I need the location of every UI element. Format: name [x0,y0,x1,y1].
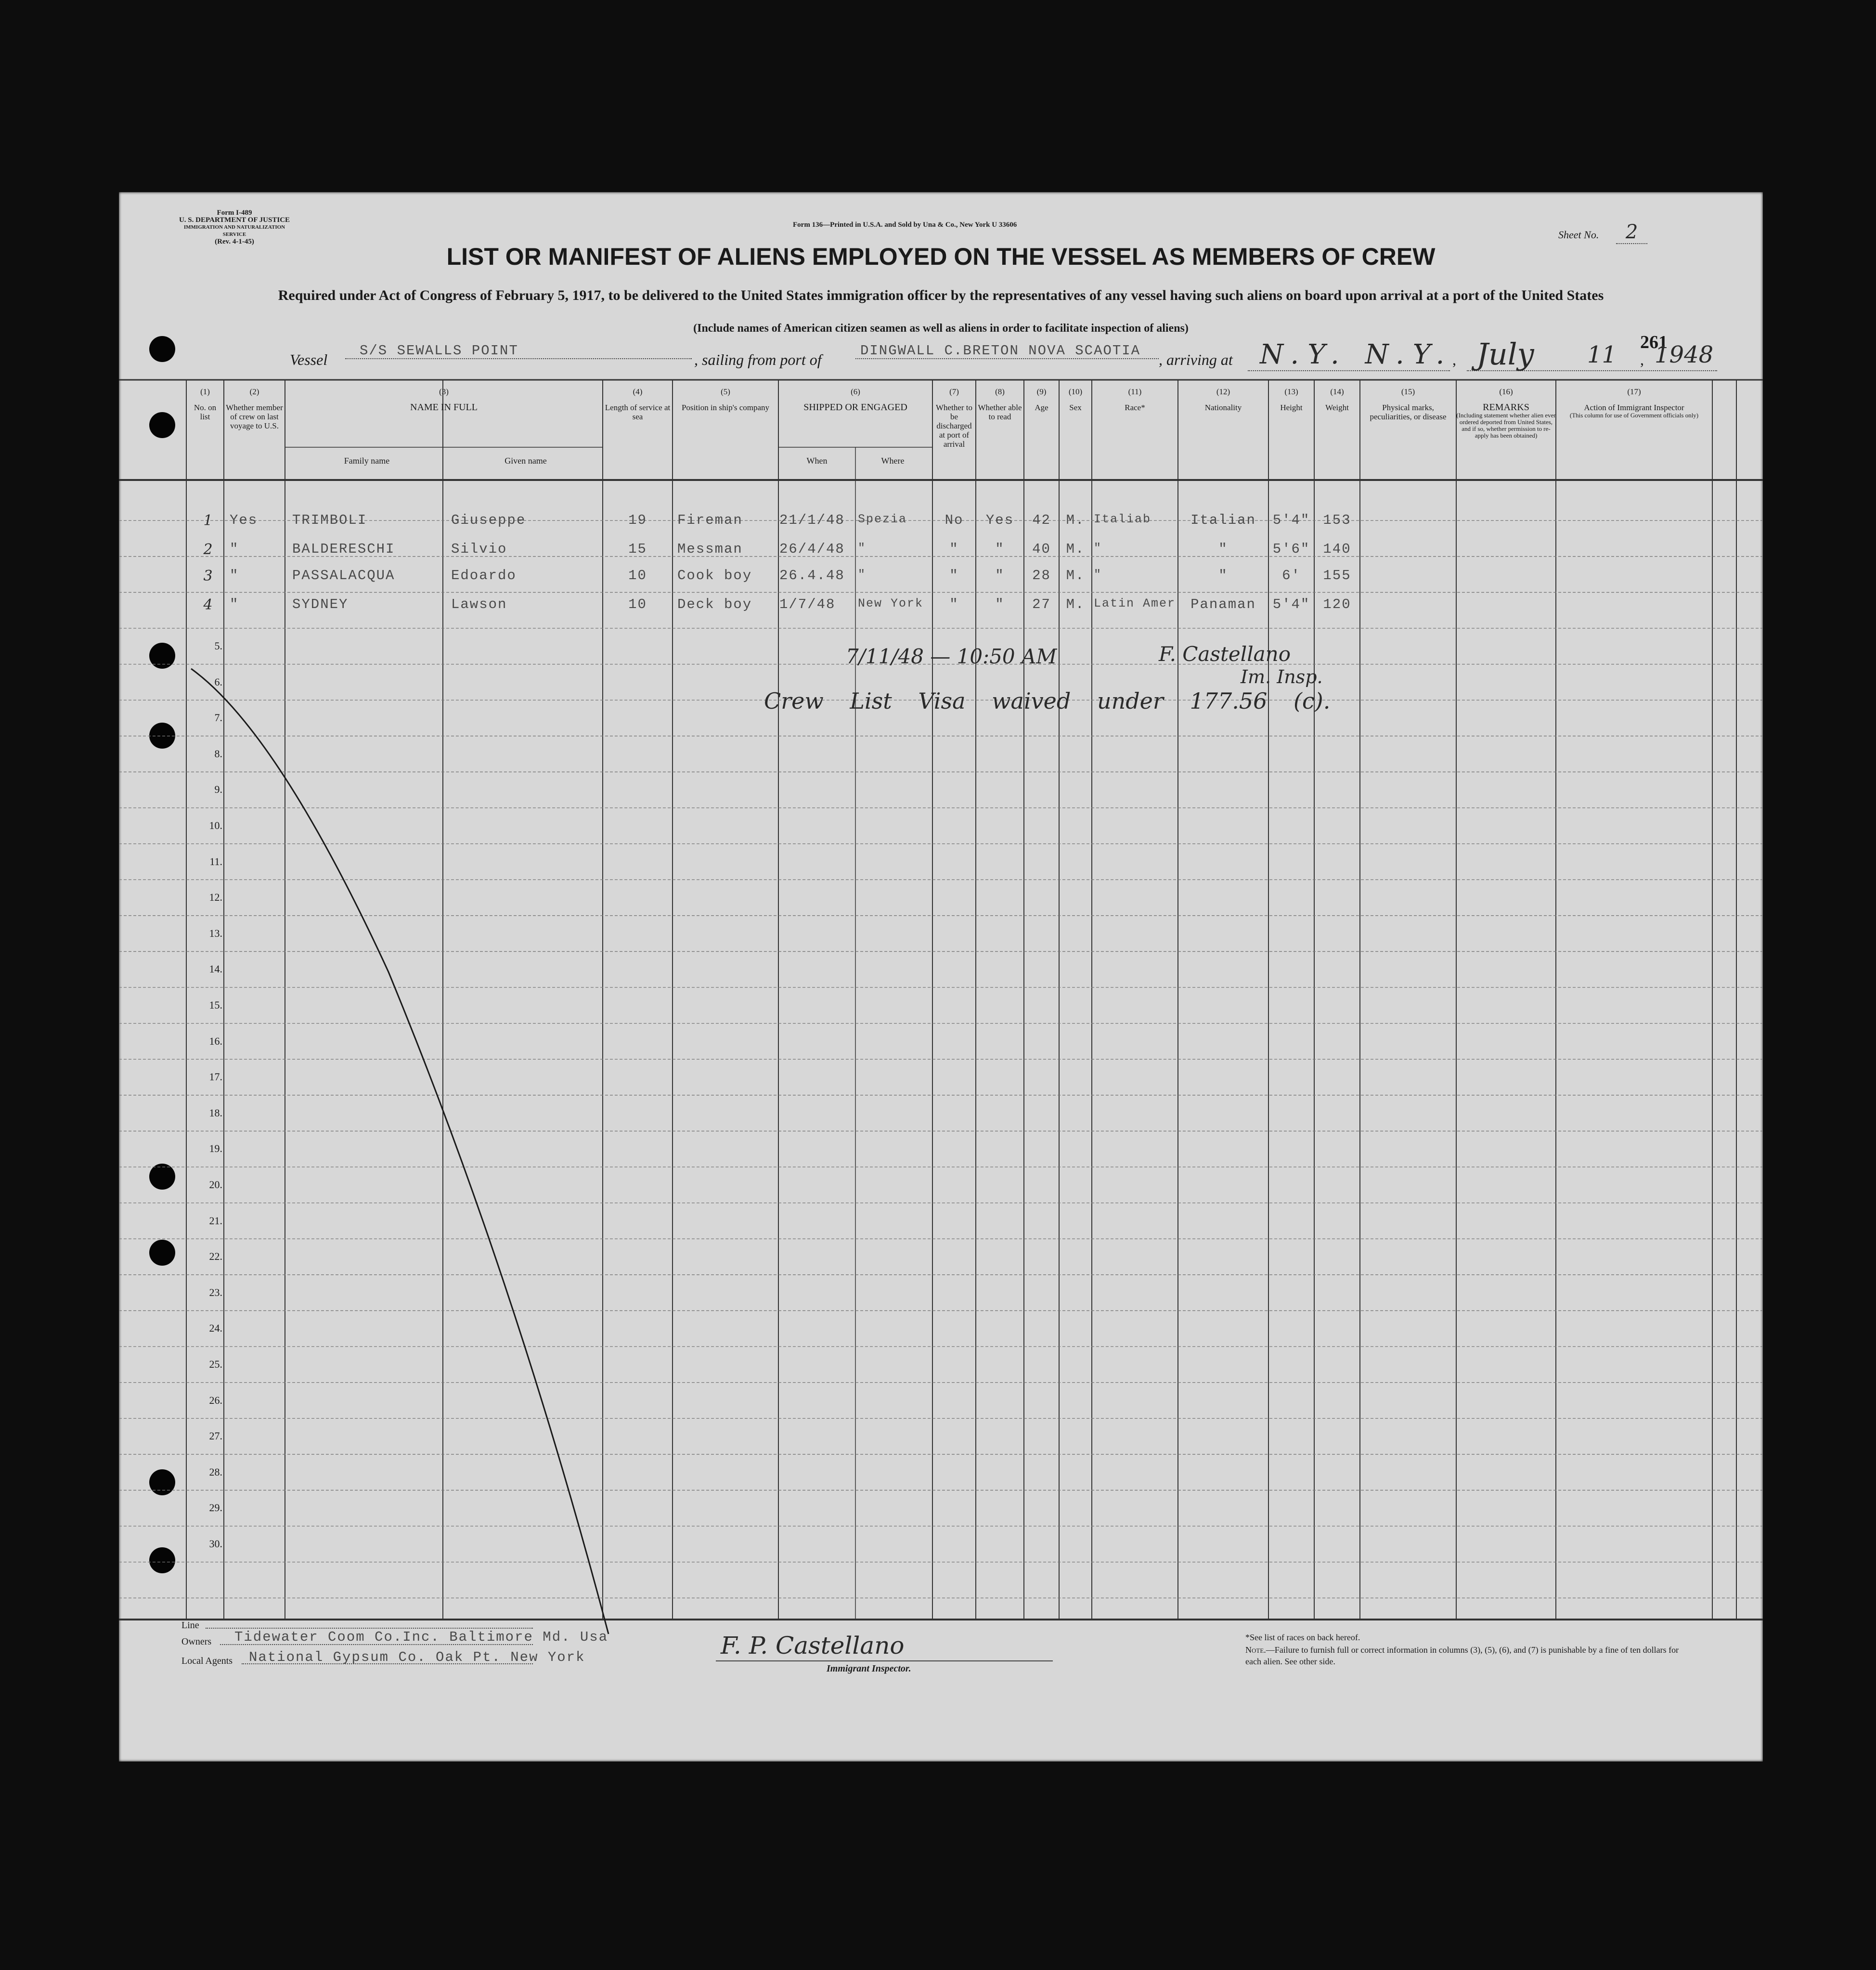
column-label: Height [1280,403,1303,412]
cell-service: 15 [628,541,647,557]
cell-where: New York [858,596,924,610]
column-number: (17) [1627,387,1641,396]
arriving-label: , arriving at [1159,351,1233,368]
column-label: Action of Immigrant Inspector [1584,403,1684,412]
column-header-7 [932,387,976,449]
cell-where: Spezia [858,512,907,526]
row-number: 27. [209,1430,222,1442]
vessel-label: Vessel [290,351,328,368]
row-number: 28. [209,1465,222,1478]
column-number: (6) [851,387,860,396]
column-label: Race* [1125,403,1145,412]
cell-given: Giuseppe [451,512,526,528]
arrival-year: 1948 [1655,341,1714,368]
row-number: 26. [209,1394,222,1406]
form-id: Form I-489 [217,209,252,217]
row-number: 5. [214,640,222,652]
cell-where: " [858,541,867,555]
cell-weight: 140 [1323,541,1351,557]
cell-discharged: " [949,541,959,557]
column-header-11 [1092,387,1178,412]
cell-last: Yes [230,512,258,528]
cell-height: 5'4" [1272,596,1310,612]
column-header-10 [1059,387,1092,412]
sailing-from-text: sailing from port of [702,351,822,368]
column-header-4 [603,387,673,421]
cell-race: Italiab [1094,512,1151,526]
remarks-note: (Including statement whether alien ever ordered deported from United States, and if so, whether permission to re-apply has been obtained) [1456,412,1556,439]
arriving-text: arriving at [1166,351,1233,368]
cell-read: " [995,541,1005,557]
cell-read: " [995,596,1005,612]
row-number: 7. [214,712,222,724]
cell-sex: M. [1066,568,1085,583]
form-subnote: (Include names of American citizen seamen as well as aliens in order to facilitate inspection of aliens) [693,322,1189,335]
cell-service: 10 [628,568,647,583]
fine-note [1245,1644,1688,1667]
when-header: When [806,456,828,466]
cell-nationality: Italian [1190,512,1256,528]
column-number: (4) [633,387,643,396]
visa-waiver-note: Crew List Visa waived under 177.56 (c). [764,688,1331,714]
races-note: *See list of races on back hereof. [1245,1633,1360,1642]
sheet-no: 2 [1616,221,1647,244]
column-header-15 [1360,387,1456,421]
row-number: 22. [209,1250,222,1263]
cell-family: BALDERESCHI [292,541,395,557]
cell-position: Fireman [677,512,743,528]
column-label: Age [1035,403,1048,412]
cell-position: Deck boy [677,596,752,612]
stamp-number: 261 [1640,332,1668,352]
cell-read: Yes [985,512,1014,528]
row-number: 16. [209,1035,222,1047]
row-number: 6. [214,675,222,688]
row-number: 23. [209,1286,222,1298]
row-number: 24. [209,1322,222,1335]
column-number: (11) [1128,387,1142,396]
cell-when: 21/1/48 [779,512,845,528]
column-number: (12) [1216,387,1230,396]
cell-weight: 155 [1323,568,1351,583]
printer-line: Form 136—Printed in U.S.A. and Sold by Una & Co., New York U 33606 [793,221,1017,229]
column-header-1 [186,387,224,421]
form-service: IMMIGRATION AND NATURALIZATION SERVICE [183,224,285,237]
cell-given: Lawson [451,596,507,612]
cell-discharged: " [949,596,959,612]
column-label: REMARKS [1483,402,1529,413]
row-number: 18. [209,1106,222,1119]
cell-last: " [230,568,239,583]
form-dept: U. S. DEPARTMENT OF JUSTICE [179,216,290,224]
cell-read: " [995,568,1005,583]
column-label: Length of service at sea [605,403,671,421]
column-label: Physical marks, peculiarities, or disease [1370,403,1447,421]
manifest-sheet [119,192,1763,1762]
comma: , [1640,351,1644,368]
cell-discharged: No [944,512,964,528]
family-name-header: Family name [344,456,390,466]
column-label: Whether to be discharged at port of arrival [936,403,972,449]
column-header-14 [1314,387,1360,412]
cell-when: 26.4.48 [779,568,845,583]
column-label: Whether member of crew on last voyage to U.S. [226,403,283,430]
cell-height: 5'6" [1272,541,1310,557]
cell-weight: 120 [1323,596,1351,612]
signature-line [716,1660,1053,1661]
column-number: (1) [200,387,210,396]
column-header-12 [1178,387,1268,412]
column-number: (8) [995,387,1005,396]
form-subtitle: Required under Act of Congress of February 5, 1917, to be delivered to the United States immigration officer by the representatives of any vessel having such aliens on board upon arrival at a port of the United States [278,287,1604,303]
column-number: (16) [1499,387,1513,396]
arrival-port: N.Y. N.Y. [1260,339,1453,370]
column-header-5 [673,387,778,412]
where-header: Where [881,456,905,466]
cell-age: 28 [1032,568,1051,583]
column-label: Sex [1069,403,1082,412]
note-label: Note. [1245,1645,1266,1655]
column-label: No. on list [194,403,217,421]
cell-race: " [1094,568,1102,582]
cell-position: Cook boy [677,568,752,583]
owners-value: Tidewater Coom Co.Inc. Baltimore Md. Usa [234,1629,608,1645]
column-number: (14) [1330,387,1344,396]
cell-given: Edoardo [451,568,517,583]
row-number: 19. [209,1142,222,1155]
row-number: 20. [209,1179,222,1191]
column-number: (13) [1284,387,1298,396]
inspection-timestamp: 7/11/48 — 10:50 AM [846,645,1057,668]
column-number: (15) [1401,387,1415,396]
cell-height: 6' [1282,568,1301,583]
comma: , [1452,351,1456,368]
cell-family: PASSALACQUA [292,568,395,583]
local-agents-label: Local Agents [181,1656,233,1666]
row-number: 10. [209,819,222,831]
row-number: 9. [214,783,222,796]
cell-last: " [230,541,239,557]
cell-when: 1/7/48 [779,596,836,612]
column-header-2 [224,387,285,430]
cell-no: 4 [203,596,213,613]
cell-sex: M. [1066,512,1085,528]
column-number: (2) [249,387,259,396]
owners-label: Owners [181,1636,212,1647]
cell-service: 19 [628,512,647,528]
cell-no: 1 [203,512,213,529]
cell-nationality: Panaman [1190,596,1256,612]
column-number: (5) [721,387,730,396]
arrival-day: 11 [1587,341,1617,368]
row-number: 15. [209,999,222,1011]
column-label: Nationality [1204,403,1242,412]
cell-age: 40 [1032,541,1051,557]
row-number: 30. [209,1538,222,1550]
row-number: 8. [214,747,222,760]
cell-race: " [1094,541,1102,555]
column-number: (9) [1036,387,1047,396]
cell-last: " [230,596,239,612]
row-number: 14. [209,963,222,975]
sheet-label: Sheet No. [1558,229,1599,241]
row-number: 25. [209,1358,222,1370]
cell-no: 3 [203,568,213,584]
row-number: 21. [209,1214,222,1227]
cell-service: 10 [628,596,647,612]
column-number: (10) [1068,387,1083,396]
cell-sex: M. [1066,596,1085,612]
column-header-16 [1456,387,1556,439]
column-header-6 [778,387,932,412]
local-agents-value: National Gypsum Co. Oak Pt. New York [249,1649,585,1665]
cell-age: 27 [1032,596,1051,612]
note-text: —Failure to furnish full or correct information in columns (3), (5), (6), and (7) is punishable by a fine of ten dollars for each alien. See other side. [1245,1645,1679,1666]
form-title: LIST OR MANIFEST OF ALIENS EMPLOYED ON THE VESSEL AS MEMBERS OF CREW [446,243,1436,270]
cell-family: SYDNEY [292,596,349,612]
cell-height: 5'4" [1272,512,1310,528]
cell-where: " [858,568,867,582]
given-name-header: Given name [505,456,547,466]
cell-when: 26/4/48 [779,541,845,557]
departure-port: DINGWALL C.BRETON NOVA SCAOTIA [860,343,1141,359]
column-number: (3) [439,387,449,396]
column-label: Whether able to read [978,403,1022,421]
column-label: Weight [1325,403,1349,412]
line-label: Line [181,1620,199,1631]
column-number: (7) [949,387,959,396]
row-number: 29. [209,1502,222,1514]
row-number: 12. [209,891,222,904]
column-header-8 [976,387,1024,421]
cell-discharged: " [949,568,959,583]
column-header-17 [1556,387,1712,419]
cell-race: Latin Amer [1094,596,1176,610]
row-number: 11. [209,855,222,868]
cell-nationality: " [1218,541,1228,557]
cell-family: TRIMBOLI [292,512,367,528]
row-number: 17. [209,1071,222,1083]
form-rev: (Rev. 4-1-45) [215,238,254,246]
inspector-signature: F. P. Castellano [721,1632,905,1659]
cell-sex: M. [1066,541,1085,557]
cell-no: 2 [203,541,213,558]
cell-nationality: " [1218,568,1228,583]
sailing-from-label: , sailing from port of [694,351,822,368]
inspector-signature-inline: F. Castellano [1159,642,1291,666]
cell-position: Messman [677,541,743,557]
column-header-3 [285,387,603,412]
column-header-9 [1024,387,1059,412]
vessel-name: S/S SEWALLS POINT [360,343,518,359]
arrival-month: July [1476,337,1534,372]
column-label: Position in ship's company [681,403,770,412]
column-label: NAME IN FULL [410,402,478,413]
cell-weight: 153 [1323,512,1351,528]
cell-age: 42 [1032,512,1051,528]
inspector-title-inline: Im. Insp. [1241,666,1323,687]
cell-given: Silvio [451,541,507,557]
row-number: 13. [209,927,222,939]
column-label: SHIPPED OR ENGAGED [803,402,907,413]
column-header-13 [1268,387,1314,412]
action-note: (This column for use of Government officials only) [1569,412,1699,419]
immigrant-inspector-label: Immigrant Inspector. [827,1663,911,1674]
